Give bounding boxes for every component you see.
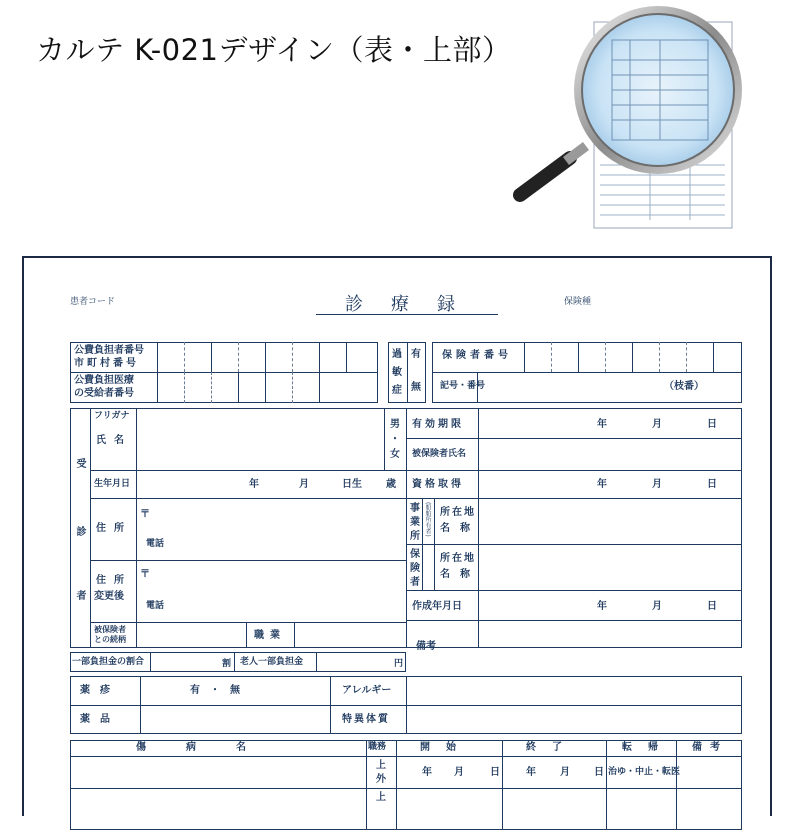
acquired-year: 年 xyxy=(597,479,607,490)
municipality-number-label: 市町村番号 xyxy=(74,358,139,369)
title-underline xyxy=(316,314,498,315)
furigana-label: フリガナ xyxy=(94,411,130,421)
sex-dot: ・ xyxy=(390,434,400,445)
insured-relation-label-2: との続柄 xyxy=(94,635,126,644)
business-location-label: 所在地 xyxy=(440,507,476,518)
drug-rash-yes-no: 有 ・ 無 xyxy=(190,685,240,696)
copay-wari-label: 割 xyxy=(222,659,232,669)
disease-name-header: 傷病名 xyxy=(136,742,286,753)
dob-age-label: 歳 xyxy=(386,479,396,490)
row1-up: 上 xyxy=(376,760,386,771)
business-label-1: 事 xyxy=(410,503,420,514)
validity-month: 月 xyxy=(652,419,662,430)
row1-end-year: 年 xyxy=(526,767,536,778)
changed-postal-mark: 〒 xyxy=(140,569,150,580)
dob-label: 生年月日 xyxy=(94,479,131,489)
occupation-label: 職業 xyxy=(254,630,286,641)
row1-end-day: 日 xyxy=(594,767,604,778)
job-duty-header: 職務 xyxy=(368,742,387,752)
business-label-3: 所 xyxy=(410,531,420,542)
special-constitution-label: 特異体質 xyxy=(342,714,390,725)
note-header: 備考 xyxy=(692,742,728,753)
end-header: 終了 xyxy=(526,742,578,753)
insurer-v-label-1: 保 xyxy=(410,549,420,560)
validity-day: 日 xyxy=(707,419,717,430)
dob-year-label: 年 xyxy=(249,479,259,490)
insured-relation-label-1: 被保険者 xyxy=(94,625,126,634)
changed-address-label-1: 住所 xyxy=(96,575,132,586)
patient-side-1: 受 xyxy=(74,458,85,471)
insurer-v-label-2: 険 xyxy=(410,563,420,574)
hypersensitivity-label-3: 症 xyxy=(392,385,402,396)
public-recipient-label-1: 公費負担医療 xyxy=(74,375,134,386)
row1-start-month: 月 xyxy=(454,767,464,778)
insurer-v-label-3: 者 xyxy=(410,577,420,588)
insurer-name-label: 名称 xyxy=(440,569,480,580)
magnifier-illustration xyxy=(500,0,800,240)
sex-female-label: 女 xyxy=(390,449,400,460)
row1-out: 外 xyxy=(376,774,386,785)
row2-up: 上 xyxy=(376,792,386,803)
address-label: 住所 xyxy=(96,523,132,534)
validity-year: 年 xyxy=(597,419,607,430)
branch-number-label: （枝番） xyxy=(664,381,704,392)
business-label-2: 業 xyxy=(410,517,420,528)
changed-phone-label: 電話 xyxy=(146,601,165,611)
allergy-field-label: アレルギー xyxy=(342,685,392,696)
phone-label: 電話 xyxy=(146,539,165,549)
acquired-day: 日 xyxy=(707,479,717,490)
postal-mark: 〒 xyxy=(140,509,150,520)
outcome-header: 転帰 xyxy=(622,742,674,753)
business-name-label: 名称 xyxy=(440,523,480,534)
insurer-location-label: 所在地 xyxy=(440,553,476,564)
ship-owner-label: (船舶所有者) xyxy=(424,502,431,537)
form-title: 診療録 xyxy=(345,294,483,315)
insured-name-label: 被保険者氏名 xyxy=(412,449,467,459)
dob-birth-label: 日生 xyxy=(342,479,362,490)
created-date-label: 作成年月日 xyxy=(412,601,462,612)
sex-male-label: 男 xyxy=(390,419,400,430)
hypersensitivity-label-2: 敏 xyxy=(392,367,402,378)
row1-outcome-options: 治ゆ・中止・転医 xyxy=(608,767,681,777)
disease-table xyxy=(70,740,742,830)
remarks-label-1: 備考 xyxy=(416,641,436,652)
row1-start-day: 日 xyxy=(490,767,500,778)
insurance-type-label: 保険種 xyxy=(564,297,592,307)
patient-code-label: 患者コード xyxy=(70,297,116,307)
copay-ratio-label: 一部負担金の割合 xyxy=(72,657,145,667)
insurer-number-label: 保険者番号 xyxy=(442,350,512,361)
page-title: カルテ K-021デザイン（表・上部） xyxy=(36,33,512,67)
allergy-yes-label: 有 xyxy=(411,349,421,360)
dob-month-label: 月 xyxy=(299,479,309,490)
validity-label: 有効期限 xyxy=(412,419,464,430)
drug-label: 薬品 xyxy=(80,714,120,725)
elderly-copay-label: 老人一部負担金 xyxy=(240,657,304,667)
created-month: 月 xyxy=(652,601,662,612)
symbol-number-label: 記号・番号 xyxy=(440,381,486,391)
allergy-no-label: 無 xyxy=(411,382,421,393)
magnifying-glass-icon xyxy=(500,0,800,240)
public-recipient-label-2: の受給者番号 xyxy=(74,388,134,399)
row1-start-year: 年 xyxy=(422,767,432,778)
medical-record-form xyxy=(22,256,772,816)
row1-end-month: 月 xyxy=(560,767,570,778)
start-header: 開始 xyxy=(420,742,472,753)
public-payer-number-label: 公費負担者番号 xyxy=(74,345,144,356)
changed-address-label-2: 変更後 xyxy=(94,591,124,602)
created-day: 日 xyxy=(707,601,717,612)
acquired-label: 資格取得 xyxy=(412,479,464,490)
patient-side-3: 者 xyxy=(74,590,85,603)
name-label: 氏名 xyxy=(96,435,132,446)
patient-side-2: 診 xyxy=(74,526,85,539)
created-year: 年 xyxy=(597,601,607,612)
hypersensitivity-label-1: 過 xyxy=(392,349,402,360)
drug-rash-label: 薬疹 xyxy=(80,685,120,696)
acquired-month: 月 xyxy=(652,479,662,490)
copay-yen-label: 円 xyxy=(394,659,404,669)
